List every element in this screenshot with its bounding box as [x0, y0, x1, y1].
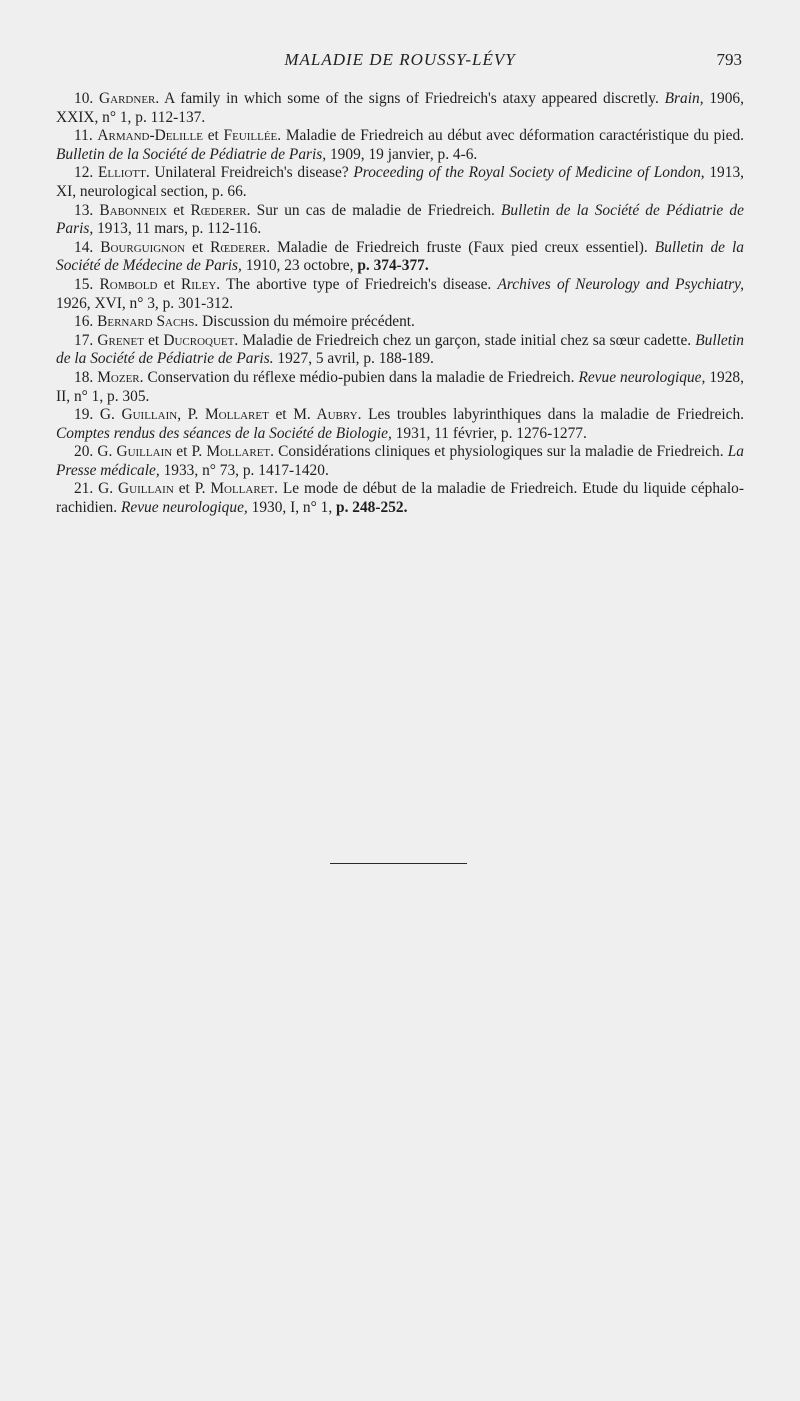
reference-author: Elliott.: [97, 164, 150, 182]
reference-details: 1927, 5 avril, p. 188-189.: [277, 350, 434, 368]
reference-journal: Comptes rendus des séances de la Société de Biologie,: [56, 424, 392, 442]
reference-number: 12.: [74, 164, 94, 182]
reference-author-2: P. Mollaret.: [194, 480, 278, 498]
reference-author: Mozer.: [97, 368, 144, 386]
reference-pages: p. 248-252.: [336, 499, 408, 517]
reference-text: Maladie de Friedreich chez un garçon, stade initial chez sa sœur cadette.: [242, 331, 692, 349]
reference-author-2: Feuillée.: [223, 127, 282, 145]
reference-details: 1933,: [163, 461, 199, 479]
reference-journal: Proceeding of the Royal Society of Medicine of London,: [353, 164, 705, 182]
reference-author-2: Riley.: [181, 275, 221, 293]
reference-13: [56, 202, 744, 239]
reference-author-2: Ducroquet.: [163, 331, 239, 349]
reference-12: [56, 164, 744, 201]
reference-journal: Archives of Neurology and Psychiatry,: [497, 275, 744, 293]
reference-number: 15.: [74, 275, 94, 293]
reference-author: G. Guillain: [97, 443, 173, 461]
reference-number: 16.: [74, 313, 94, 331]
reference-author: Armand-Delille: [97, 127, 203, 145]
reference-connector: et: [163, 275, 175, 293]
reference-number: 10.: [74, 90, 94, 107]
page-number: 793: [716, 50, 742, 69]
reference-details: 1910, 23 octobre,: [245, 257, 354, 275]
reference-details: 1930, I, n° 1,: [251, 499, 333, 517]
reference-details: 1931, 11 février, p. 1276-1277.: [395, 424, 587, 442]
reference-journal: Brain,: [664, 90, 704, 107]
reference-author: Gardner.: [99, 90, 160, 107]
reference-connector: et: [192, 238, 204, 256]
reference-number: 13.: [74, 201, 94, 219]
reference-author-2: Rœderer.: [190, 201, 251, 219]
reference-18: [56, 369, 744, 406]
reference-journal: Bulletin de la Société de Médecine de Paris,: [56, 238, 744, 275]
reference-text: Discussion du mémoire précédent.: [202, 313, 415, 331]
reference-journal: Bulletin de la Société de Pédiatrie de Paris.: [56, 331, 744, 368]
reference-text: The abortive type of Friedreich's disease.: [226, 275, 492, 293]
reference-journal: Bulletin de la Société de Pédiatrie de Paris,: [56, 201, 744, 238]
reference-19: [56, 406, 744, 443]
reference-details: 1913, 11 mars, p. 112-116.: [97, 220, 262, 238]
reference-details: 1928, II, n° 1, p. 305.: [56, 368, 744, 405]
reference-text: A family in which some of the signs of Friedreich's ataxy appeared discretly.: [164, 90, 659, 107]
reference-journal: Bulletin de la Société de Pédiatrie de Paris,: [56, 145, 327, 163]
reference-number: 18.: [74, 368, 94, 386]
reference-16: [56, 313, 744, 332]
reference-author: Bourguignon: [100, 238, 186, 256]
reference-15: [56, 276, 744, 313]
reference-20: [56, 443, 744, 480]
bibliography: [56, 90, 744, 518]
reference-text: Sur un cas de maladie de Friedreich.: [256, 201, 495, 219]
reference-text: Le mode de début de la maladie de Friedreich. Etude du liquide céphalo-rachidien.: [56, 480, 744, 517]
running-title: MALADIE DE ROUSSY-LÉVY: [284, 50, 516, 69]
reference-connector: et: [275, 406, 287, 424]
reference-number: 19.: [74, 406, 94, 424]
reference-17: [56, 332, 744, 369]
reference-number: 17.: [74, 331, 94, 349]
reference-details: 1926, XVI, n° 3, p. 301-312.: [56, 294, 234, 312]
reference-journal: La Presse médicale,: [56, 443, 744, 479]
reference-connector: et: [176, 443, 188, 461]
reference-details: 1906, XXIX, n° 1, p. 112-137.: [56, 90, 744, 126]
reference-author: G. Guillain: [98, 480, 174, 498]
reference-connector: et: [207, 127, 219, 145]
reference-journal: Revue neurologique,: [120, 499, 248, 517]
reference-author: Babonneix: [99, 201, 168, 219]
reference-text: Les troubles labyrinthiques dans la maladie de Friedreich.: [368, 406, 744, 424]
reference-number: 14.: [74, 238, 94, 256]
reference-pages: p. 374-377.: [357, 257, 429, 275]
reference-author-2: Rœderer.: [210, 238, 271, 256]
reference-details: 1909, 19 janvier, p. 4-6.: [329, 145, 478, 163]
section-end-rule: [330, 863, 467, 864]
reference-author: Bernard Sachs.: [97, 313, 199, 331]
reference-11: [56, 127, 744, 164]
reference-number: 11.: [74, 127, 93, 145]
reference-details: 1913, XI, neurological section, p. 66.: [56, 164, 744, 200]
reference-number: 21.: [74, 480, 94, 498]
reference-connector: et: [173, 201, 185, 219]
reference-author: Rombold: [99, 275, 158, 293]
reference-connector: et: [178, 480, 190, 498]
reference-text: Unilateral Freidreich's disease?: [154, 164, 349, 182]
reference-text: Conservation du réflexe médio-pubien dans la maladie de Friedreich.: [147, 368, 575, 386]
reference-number: 20.: [74, 443, 94, 461]
reference-author-2: M. Aubry.: [293, 406, 362, 424]
reference-21: [56, 480, 744, 517]
reference-connector: et: [148, 331, 160, 349]
reference-10: [56, 90, 744, 127]
reference-text: Maladie de Friedreich fruste (Faux pied creux essentiel).: [277, 238, 648, 256]
page-header: [56, 50, 744, 74]
reference-journal: Revue neurologique,: [578, 368, 706, 386]
reference-14: [56, 239, 744, 276]
reference-author: Grenet: [97, 331, 144, 349]
reference-author: G. Guillain, P. Mollaret: [99, 406, 269, 424]
reference-text: Considérations cliniques et physiologiques sur la maladie de Friedreich.: [278, 443, 724, 461]
reference-author-2: P. Mollaret.: [191, 443, 274, 461]
reference-pages: n° 73, p. 1417-1420.: [202, 461, 329, 479]
reference-text: Maladie de Friedreich au début avec déformation caractéristique du pied.: [285, 127, 744, 145]
